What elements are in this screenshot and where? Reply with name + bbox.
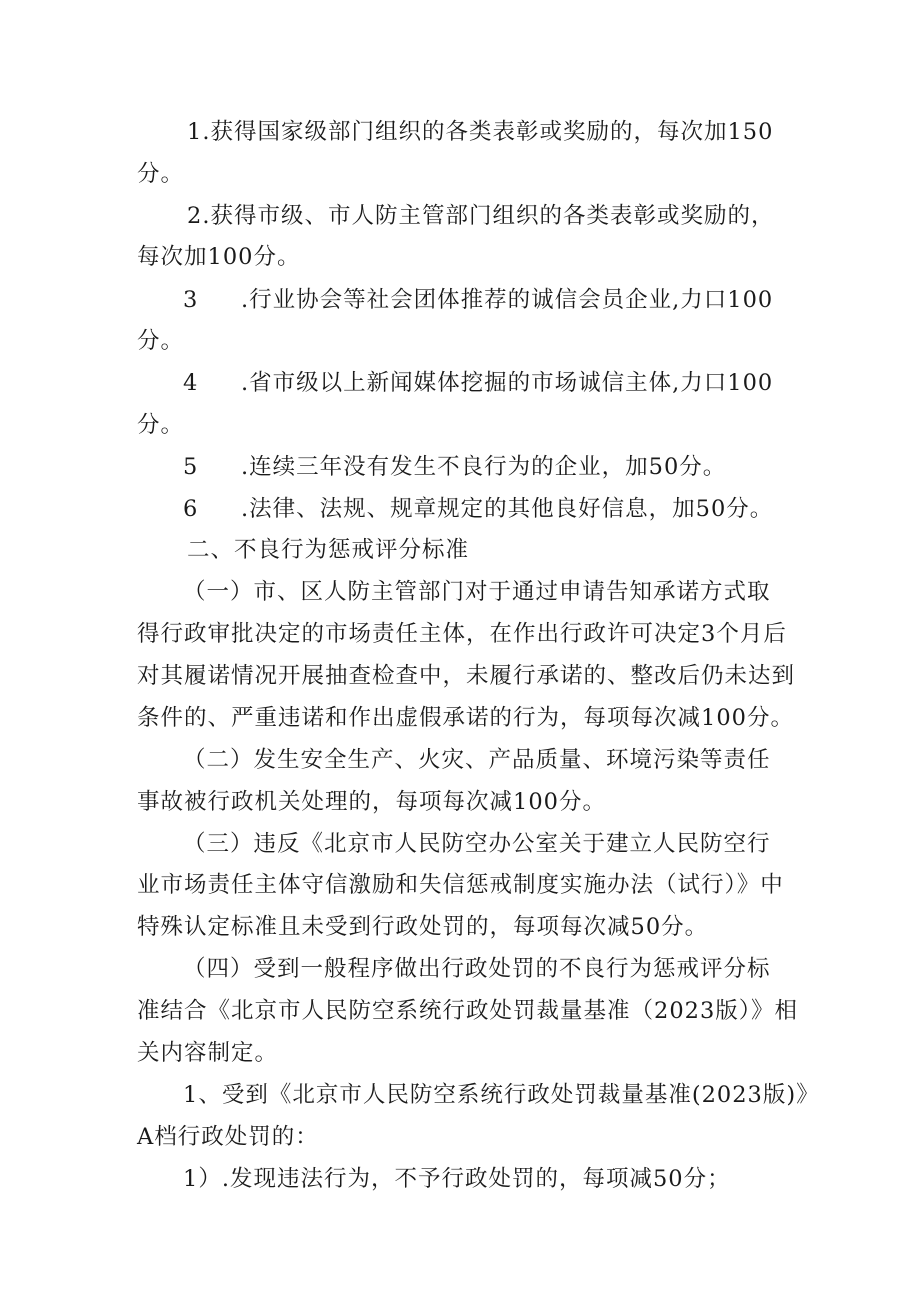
paragraph-line [183,285,773,315]
paragraph-line: （三）违反《北京市人民防空办公室关于建立人民防空行 [183,831,771,857]
paragraph-line: 分。 [137,328,185,354]
paragraph-line: （一）市、区人防主管部门对于通过申请告知承诺方式取 [183,579,771,605]
item-number: 5 [183,454,199,480]
paragraph-line: 事故被行政机关处理的，每项每次减100分。 [137,789,606,815]
paragraph-line: 1、受到《北京市人民防空系统行政处罚裁量基准(2023版)》 [183,1082,820,1108]
paragraph-line: 条件的、严重违诺和作出虚假承诺的行为，每项每次减100分。 [137,705,794,731]
paragraph-line [183,452,726,482]
paragraph-line: 1）.发现违法行为，不予行政处罚的，每项减50分； [183,1166,731,1192]
item-number: 3 [183,287,199,313]
paragraph-line: 分。 [137,412,185,438]
paragraph-line [183,368,773,398]
item-text: .法律、法规、规章规定的其他良好信息，加50分。 [241,496,774,522]
paragraph-line: 关内容制定。 [137,1040,279,1066]
paragraph-line: 准结合《北京市人民防空系统行政处罚裁量基准（2023版）》相 [137,998,799,1024]
paragraph-line: 得行政审批决定的市场责任主体，在作出行政许可决定3个月后 [137,621,787,647]
item-text: .行业协会等社会团体推荐的诚信会员企业,力口100 [241,287,774,313]
item-number: 6 [183,496,199,522]
paragraph-line [183,494,773,524]
item-number: 4 [183,370,199,396]
item-text: .省市级以上新闻媒体挖掘的市场诚信主体,力口100 [241,370,774,396]
paragraph-line: 特殊认定标准且未受到行政处罚的，每项每次减50分。 [137,914,709,940]
section-heading: 二、不良行为惩戒评分标准 [187,537,470,563]
paragraph-line: （四）受到一般程序做出行政处罚的不良行为惩戒评分标 [183,956,771,982]
paragraph-line: 分。 [137,161,185,187]
paragraph-line: 1.获得国家级部门组织的各类表彰或奖励的，每次加150 [187,119,774,145]
paragraph-line: 每次加100分。 [137,244,301,270]
item-text: .连续三年没有发生不良行为的企业，加50分。 [241,454,727,480]
paragraph-line: A档行政处罚的： [137,1124,319,1150]
paragraph-line: 业市场责任主体守信激励和失信惩戒制度实施办法（试行）》中 [137,872,784,898]
paragraph-line: （二）发生安全生产、火灾、产品质量、环境污染等责任 [183,747,771,773]
paragraph-line: 对其履诺情况开展抽查检查中，未履行承诺的、整改后仍未达到 [137,663,796,689]
paragraph-line: 2.获得市级、市人防主管部门组织的各类表彰或奖励的， [187,203,775,229]
